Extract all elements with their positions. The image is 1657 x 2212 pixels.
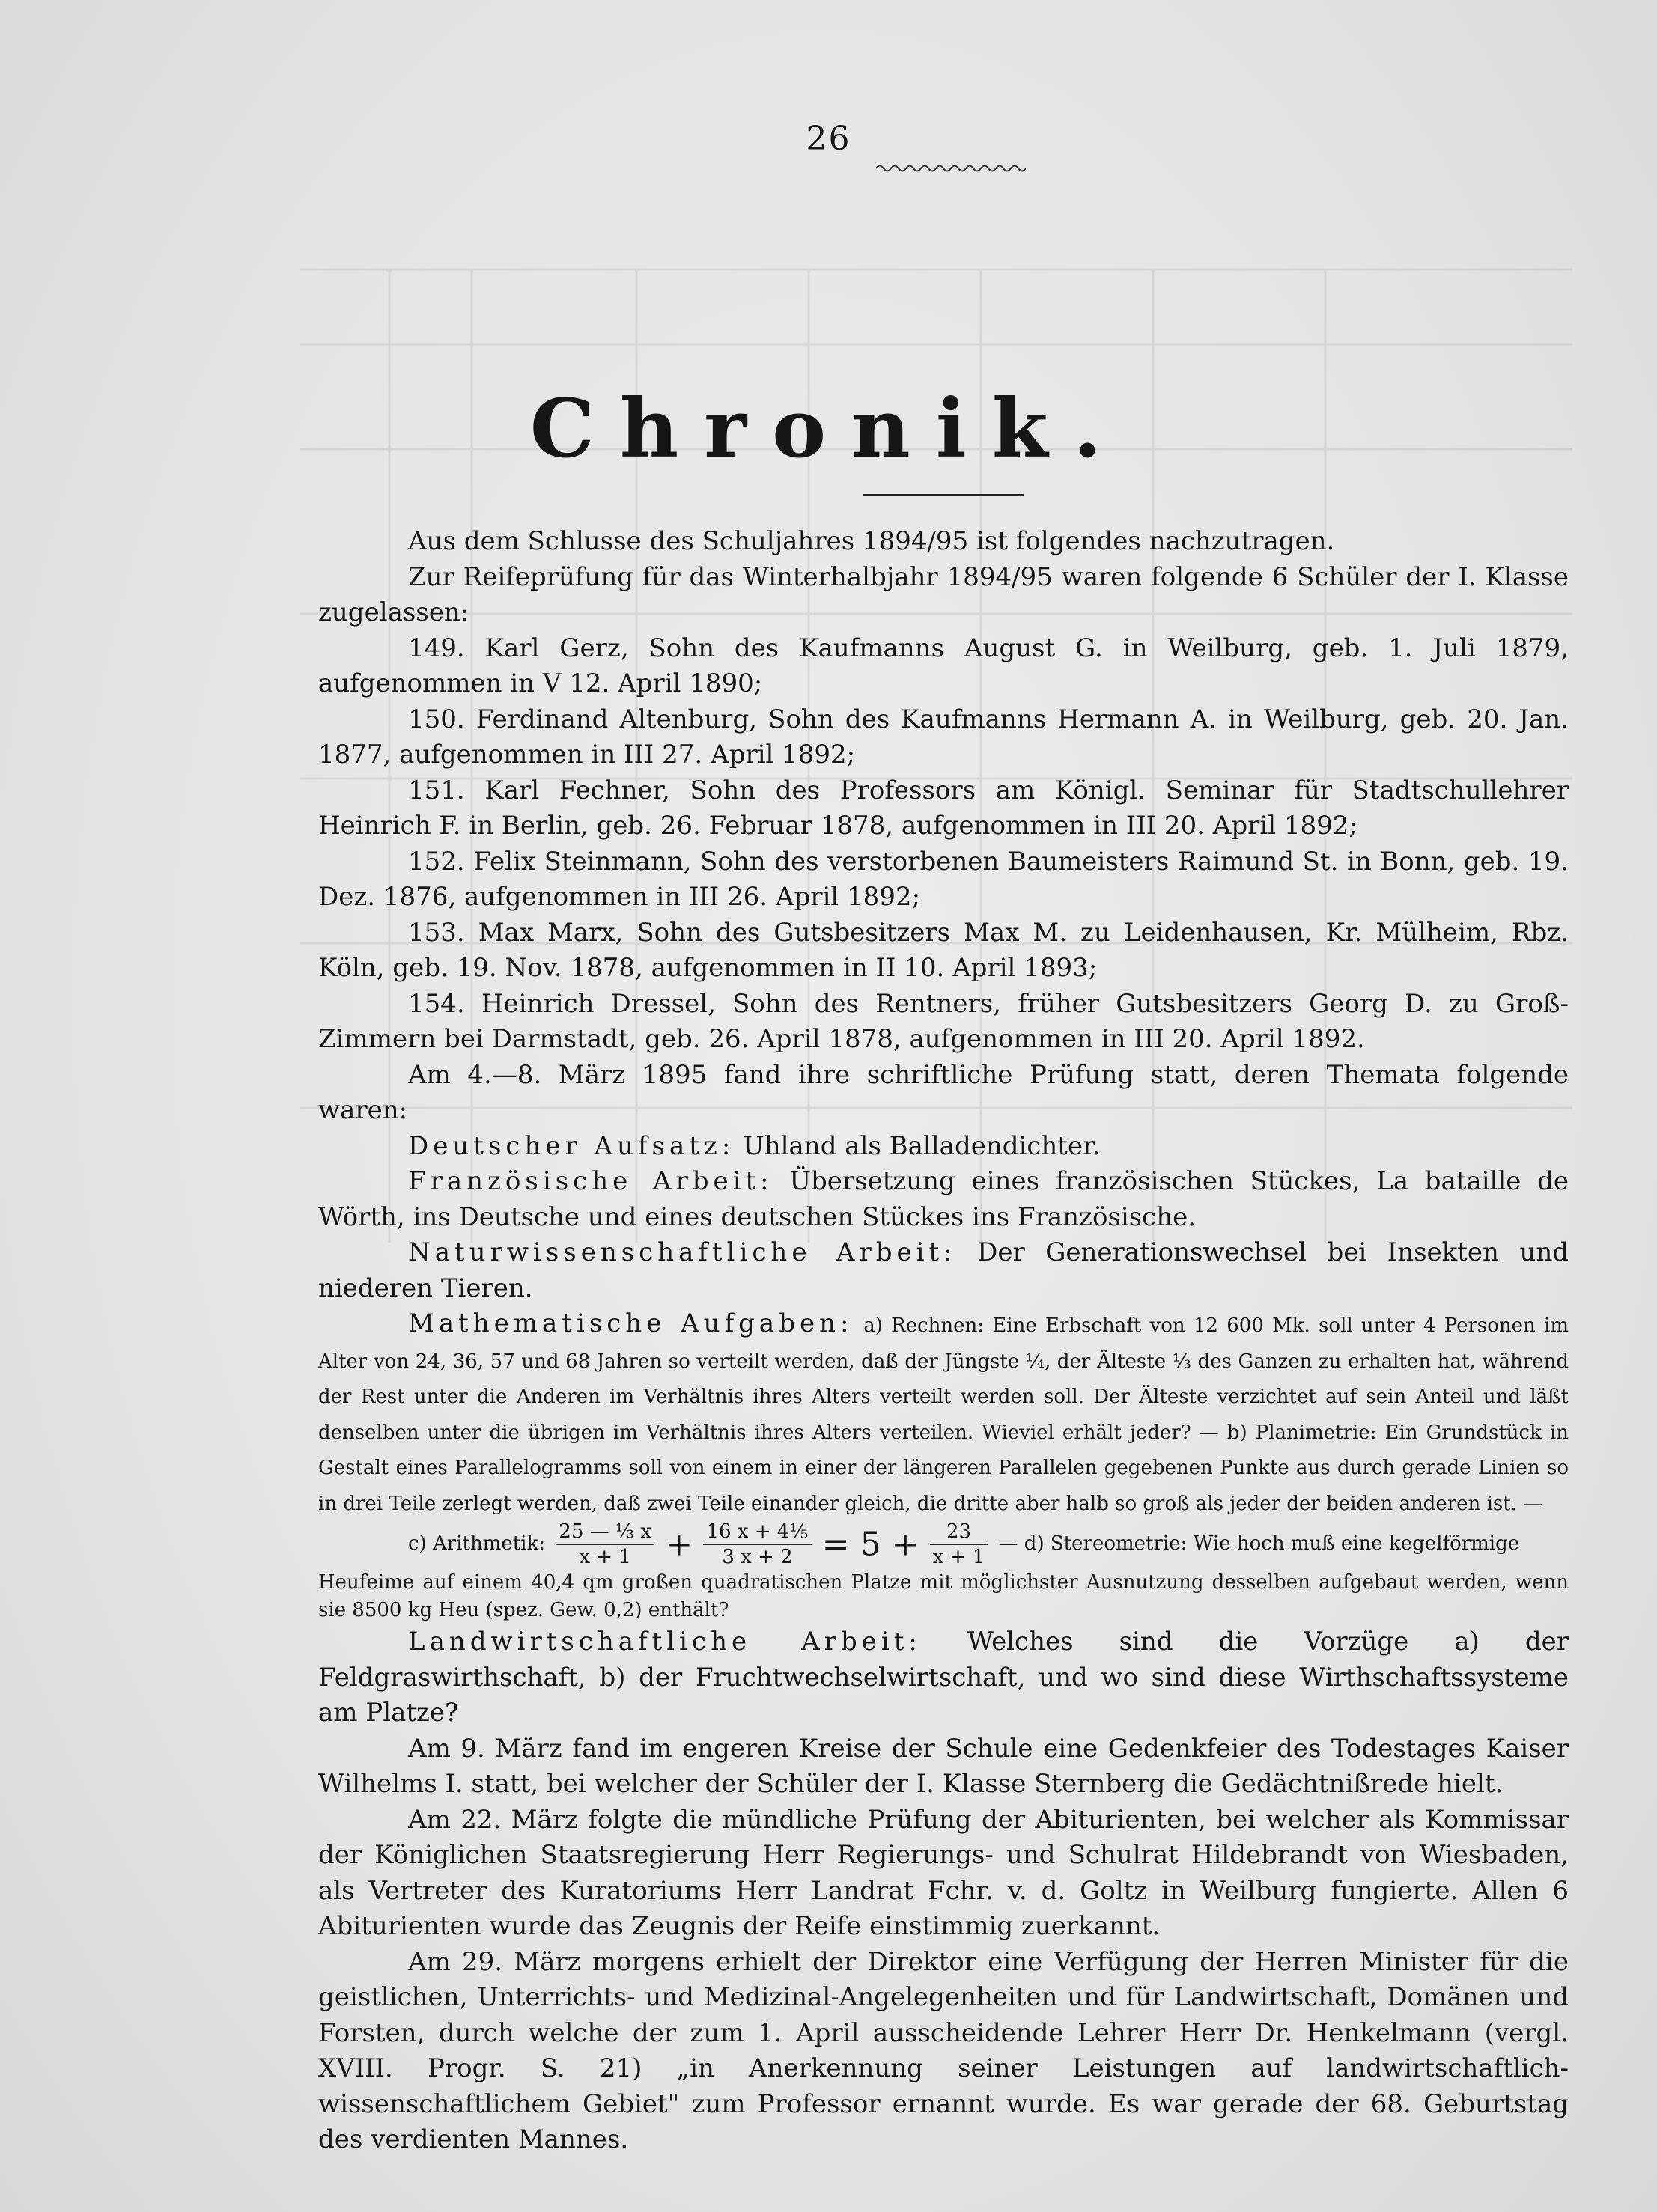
math-label: Mathematische Aufgaben:	[408, 1308, 854, 1338]
math-c-label: c) Arithmetik:	[408, 1532, 546, 1555]
paragraph-march-9: Am 9. März fand im engeren Kreise der Schule eine Gedenkfeier des Todestages Kaiser Wilhelms I. statt, bei welcher der Schüler der I. Klasse Sternberg die Gedächtnißrede hielt.	[318, 1733, 1569, 1799]
math-equation-line	[318, 1520, 1569, 1569]
french-label: Französische Arbeit:	[408, 1166, 773, 1196]
student-entry: 154. Heinrich Dressel, Sohn des Rentners, früher Gutsbesitzers Georg D. zu Groß-Zimmern bei Darmstadt, geb. 26. April 1878, aufgenommen in III 20. April 1892.	[318, 988, 1569, 1054]
math-d-continuation: Heufeime auf einem 40,4 qm großen quadratischen Platze mit möglichster Ausnutzung desselben aufgebaut werden, wenn sie 8500 kg Heu (spez. Gew. 0,2) enthält?	[318, 1571, 1569, 1621]
math-d-text: — d) Stereometrie: Wie hoch muß eine kegelförmige	[998, 1532, 1520, 1555]
page-header	[0, 120, 1657, 158]
fraction-2	[703, 1520, 811, 1569]
fraction-3-numerator: 23	[930, 1520, 988, 1545]
student-entry: 149. Karl Gerz, Sohn des Kaufmanns August G. in Weilburg, geb. 1. Juli 1879, aufgenommen in V 12. April 1890;	[318, 633, 1569, 698]
french-work	[318, 1164, 1569, 1235]
fraction-1	[556, 1520, 654, 1569]
fraction-3	[930, 1520, 988, 1569]
fraction-1-numerator: 25 — ⅓ x	[556, 1520, 654, 1545]
math-tasks	[318, 1306, 1569, 1520]
fraction-2-numerator: 16 x + 4⅕	[703, 1520, 811, 1545]
fraction-3-denominator: x + 1	[932, 1546, 985, 1568]
german-text: Uhland als Balladendichter.	[743, 1130, 1101, 1161]
exam-intro: Am 4.—8. März 1895 fand ihre schriftliche Prüfung statt, deren Themata folgende waren:	[318, 1059, 1569, 1125]
ornament-wavy-rule	[876, 163, 1026, 174]
intro-paragraph: Aus dem Schlusse des Schuljahres 1894/95 ist folgendes nachzutragen.	[408, 526, 1335, 556]
paragraph-march-22: Am 22. März folgte die mündliche Prüfung der Abiturienten, bei welcher als Kommissar der Königlichen Staatsregierung Herr Regierungs- und Schulrat Hildebrandt von Wiesbaden, als Vertreter des Kuratoriums Herr Landrat Fchr. v. d. Goltz in Weilburg fungierte. Allen 6 Abiturienten wurde das Zeugnis der Reife einstimmig zuerkannt.	[318, 1804, 1569, 1941]
student-entry: 152. Felix Steinmann, Sohn des verstorbenen Baumeisters Raimund St. in Bonn, geb. 19. Dez. 1876, aufgenommen in III 26. April 1892;	[318, 846, 1569, 912]
agriculture-work	[318, 1624, 1569, 1731]
student-entry: 151. Karl Fechner, Sohn des Professors am Königl. Seminar für Stadtschullehrer Heinrich F. in Berlin, geb. 26. Februar 1878, aufgenommen in III 20. April 1892;	[318, 775, 1569, 841]
french-text: Übersetzung eines französischen Stückes, La bataille de Wörth, ins Deutsche und eines deutschen Stückes ins Französische.	[318, 1166, 1569, 1232]
page-title: Chronik.	[529, 382, 1128, 476]
equals-part: = 5 +	[821, 1525, 919, 1564]
page-number: 26	[806, 120, 851, 158]
math-text: a) Rechnen: Eine Erbschaft von 12 600 Mk. soll unter 4 Personen im Alter von 24, 36, 57 und 68 Jahren so verteilt werden, daß der Jüngste ¼, der Älteste ⅓ des Ganzen zu erhalten hat, während der Rest unter die Anderen im Verhältnis ihres Alters verteilt werden soll. Der Älteste verzichtet auf sein Anteil und läßt denselben unter die übrigen im Verhältnis ihres Alters verteilen. Wieviel erhält jeder? — b) Planimetrie: Ein Grundstück in Gestalt eines Parallelogramms soll von einem in einer der längeren Parallelen gegebenen Punkte aus durch gerade Linien so in drei Teile zerlegt werden, daß zwei Teile einander gleich, die dritte aber halb so groß als jeder der beiden anderen ist. —	[318, 1314, 1569, 1515]
fraction-1-denominator: x + 1	[579, 1546, 631, 1568]
plus-sign: +	[665, 1525, 693, 1564]
german-essay	[318, 1129, 1569, 1165]
student-entry: 153. Max Marx, Sohn des Gutsbesitzers Max M. zu Leidenhausen, Kr. Mülheim, Rbz. Köln, geb. 19. Nov. 1878, aufgenommen in II 10. April 1893;	[318, 917, 1569, 983]
german-label: Deutscher Aufsatz:	[408, 1130, 735, 1161]
title-rule	[863, 494, 1024, 496]
science-label: Naturwissenschaftliche Arbeit:	[408, 1237, 957, 1267]
agri-label: Landwirtschaftliche Arbeit:	[408, 1627, 922, 1657]
agri-text: Welches sind die Vorzüge a) der Feldgraswirthschaft, b) der Fruchtwechselwirtschaft, und wo sind diese Wirthschaftssysteme am Platze?	[318, 1627, 1569, 1728]
chronicle-body	[318, 524, 1569, 2158]
admission-paragraph: Zur Reifeprüfung für das Winterhalbjahr 1894/95 waren folgende 6 Schüler der I. Klasse zugelassen:	[318, 561, 1569, 627]
fraction-2-denominator: 3 x + 2	[722, 1546, 793, 1568]
science-work	[318, 1235, 1569, 1306]
paragraph-march-29: Am 29. März morgens erhielt der Direktor eine Verfügung der Herren Minister für die geistlichen, Unterrichts- und Medizinal-Angelegenheiten und für Landwirtschaft, Domänen und Forsten, durch welche der zum 1. April ausscheidende Lehrer Herr Dr. Henkelmann (vergl. XVIII. Progr. S. 21) „in Anerkennung seiner Leistungen auf landwirtschaftlich-wissenschaftlichem Gebiet" zum Professor ernannt wurde. Es war gerade der 68. Geburtstag des verdienten Mannes.	[318, 1946, 1569, 2154]
science-text: Der Generationswechsel bei Insekten und niederen Tieren.	[318, 1237, 1569, 1303]
student-entry: 150. Ferdinand Altenburg, Sohn des Kaufmanns Hermann A. in Weilburg, geb. 20. Jan. 1877, aufgenommen in III 27. April 1892;	[318, 704, 1569, 770]
